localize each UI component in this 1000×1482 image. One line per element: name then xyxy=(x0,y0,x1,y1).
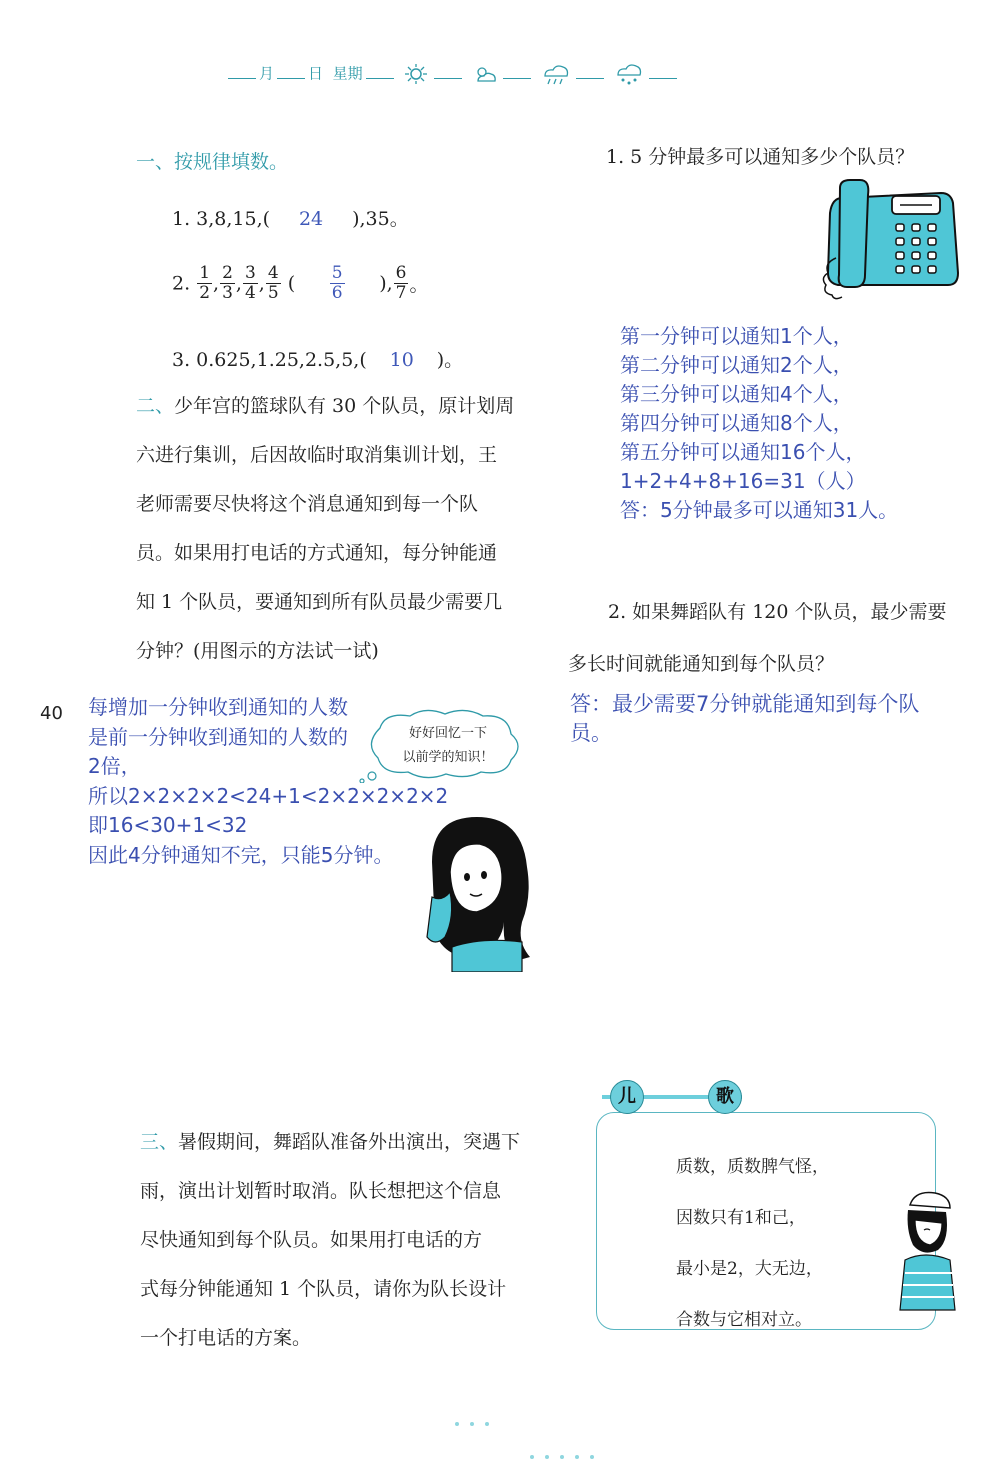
sunny-icon xyxy=(403,63,429,85)
decor-dot xyxy=(590,1455,594,1459)
q1-suffix: ),35。 xyxy=(352,208,409,230)
decor-dot xyxy=(485,1422,489,1426)
section1-q2: 2. $\frac{1}{2}$ , $\frac{2}{3}$ , $\frac{3}{4}$ , $\frac{4}{5}$ ( $\frac{5}{6}$ ), $\frac{6}{7}$ 。 xyxy=(172,263,429,303)
q3-prefix: 3. 0.625,1.25,2.5,5,( xyxy=(172,349,367,371)
fraction: $\frac{3}{4}$ xyxy=(244,263,256,303)
q3-answer: 10 xyxy=(389,349,414,371)
section1-q1 xyxy=(172,204,409,231)
month-label: 月 xyxy=(259,64,275,83)
section1-title-text: 一、按规律填数。 xyxy=(136,151,289,173)
q1-answer: 24 xyxy=(298,208,324,230)
q1-prefix: 1. 3,8,15,( xyxy=(172,208,271,230)
song-badge-er: 儿 xyxy=(610,1080,644,1114)
telephone-illustration xyxy=(822,178,962,303)
section2-question: 二、少年宫的篮球队有 30 个队员，原计划周 六进行集训，后因故临时取消集训计划，王 老师需要尽快将这个消息通知到每一个队 员。如果用打电话的方式通知，每分钟能通 知 1 个队员，要通知到所有队员最少需要几 分钟？(用图示的方法试一试) xyxy=(136,395,515,662)
section2-number: 二、 xyxy=(136,395,175,417)
decor-dot xyxy=(560,1455,564,1459)
day-label: 日 xyxy=(308,64,324,83)
snow-icon xyxy=(614,62,644,86)
month-blank xyxy=(228,66,256,79)
decor-dot xyxy=(530,1455,534,1459)
right-q1-answer: 第一分钟可以通知1个人， 第二分钟可以通知2个人， 第三分钟可以通知4个人， 第四分钟可以通知8个人， 第五分钟可以通知16个人， 1+2+4+8+16=31（人） 答：5分钟最多可以通知31人。 xyxy=(620,324,899,522)
section3-question: 三、暑假期间，舞蹈队准备外出演出，突遇下 雨，演出计划暂时取消。队长想把这个信息 尽快通知到每个队员。如果用打电话的方 式每分钟能通知 1 个队员，请你为队长设计 一个打电话的方案。 xyxy=(140,1131,521,1349)
weather-blank-4 xyxy=(649,66,677,79)
fraction: $\frac{1}{2}$ xyxy=(199,263,211,303)
q2-answer-fraction: $\frac{5}{6}$ xyxy=(331,263,343,303)
sailor-boy-illustration xyxy=(890,1185,960,1315)
q2-label: 2. xyxy=(172,272,191,295)
decor-dot xyxy=(470,1422,474,1426)
decor-dot xyxy=(545,1455,549,1459)
weekday-blank xyxy=(366,66,394,79)
weather-blank-3 xyxy=(576,66,604,79)
bubble-text: 好好回忆一下 以前学的知识！ xyxy=(402,726,494,765)
fraction: $\frac{4}{5}$ xyxy=(267,263,279,303)
fraction: $\frac{2}{3}$ xyxy=(222,263,233,303)
weekday-label: 星期 xyxy=(332,64,363,83)
section3-number: 三、 xyxy=(140,1131,179,1153)
song-badge-ge: 歌 xyxy=(708,1080,742,1114)
rain-icon xyxy=(541,62,571,86)
song-lines: 质数，质数脾气怪， 因数只有1和己， 最小是2，大无边， 合数与它相对立。 xyxy=(676,1157,829,1330)
cloudy-icon xyxy=(472,63,498,85)
section2-answer-work: 每增加一分钟收到通知的人数 是前一分钟收到通知的人数的 2倍， 所以2×2×2×2<24+1<2×2×2×2×2 即16<30+1<32 因此4分钟通知不完，只能5分钟。 xyxy=(88,695,449,867)
page-number: 40 xyxy=(40,703,63,724)
right-q2: 2. 如果舞蹈队有 120 个队员，最少需要 多长时间就能通知到每个队员？ xyxy=(568,601,947,675)
girl-thinking-illustration xyxy=(412,812,537,972)
right-q2-answer: 答：最少需要7分钟就能通知到每个队 员。 xyxy=(570,692,920,745)
weather-blank-1 xyxy=(434,66,462,79)
decor-dot xyxy=(575,1455,579,1459)
date-weather-header xyxy=(225,62,680,86)
q3-suffix: )。 xyxy=(436,349,464,371)
section1-title xyxy=(136,147,288,174)
weather-blank-2 xyxy=(503,66,531,79)
section1-q3 xyxy=(172,345,463,372)
fraction: $\frac{6}{7}$ xyxy=(395,263,407,303)
day-blank xyxy=(277,66,305,79)
right-q1: 1. 5 分钟最多可以通知多少个队员？ xyxy=(606,146,915,168)
decor-dot xyxy=(455,1422,459,1426)
